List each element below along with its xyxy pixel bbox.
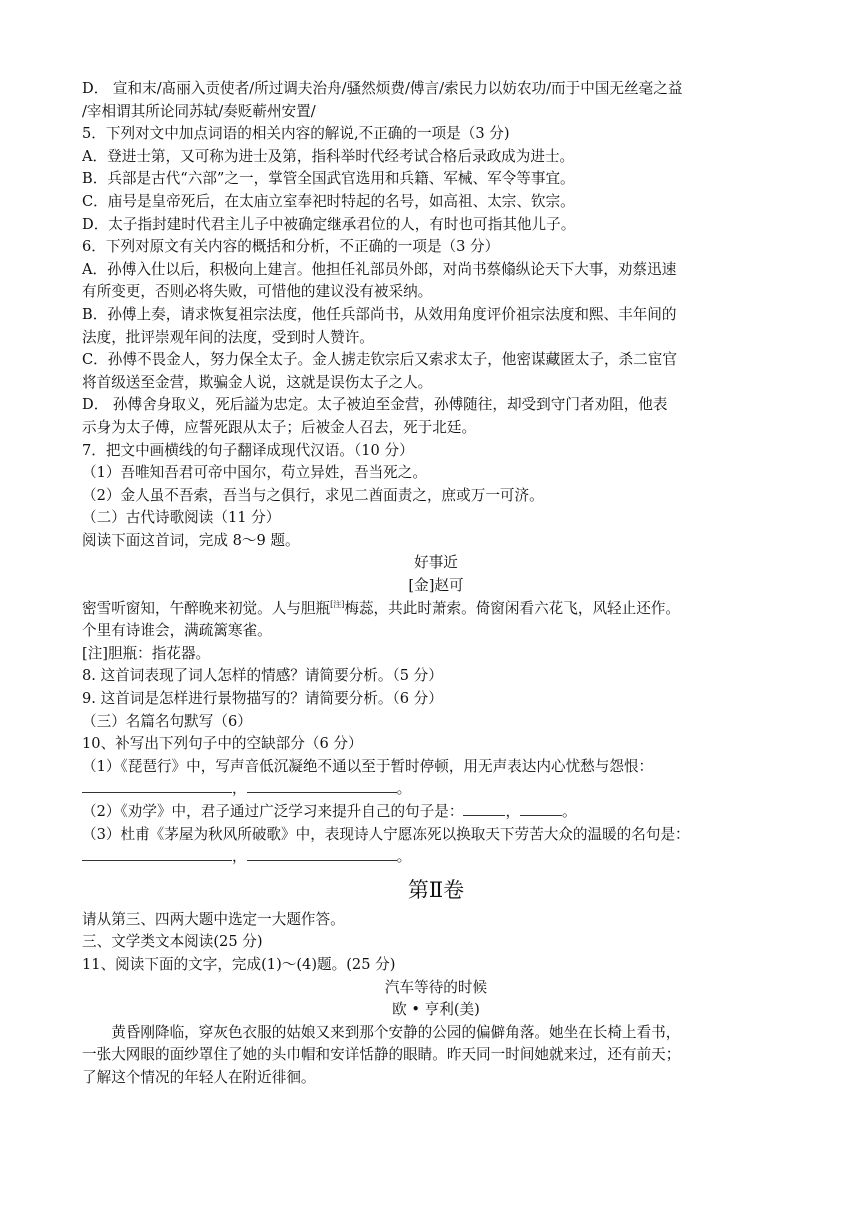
poem-text-line2: 个里有诗谁会，满疏篱寒雀。: [82, 622, 272, 640]
q7-sentence-2: （2）金人虽不吾索，吾当与之俱行，求见二酋面责之，庶或万一可济。: [82, 486, 544, 504]
answer-blank[interactable]: [82, 846, 232, 861]
poem-text-part1: 密雪听窗知，午醉晚来初觉。人与胆瓶: [82, 599, 331, 617]
poem-author: [金]赵可: [408, 577, 464, 595]
q10-part3-answer: [82, 846, 790, 869]
story-paragraph-line1: 黄昏刚降临，穿灰色衣服的姑娘又来到那个安静的公园的偏僻角落。她坐在长椅上看书，: [111, 1023, 681, 1041]
answer-blank[interactable]: [247, 778, 397, 793]
q4-option-d-line1: D． 宣和末/髙丽入贡使者/所过调夫治舟/骚然烦费/傅言/索民力以妨农功/而于中国无丝毫之益: [82, 80, 683, 97]
answer-blank[interactable]: [82, 778, 232, 793]
poetry-section-heading: （二）古代诗歌阅读（11 分）: [82, 509, 281, 527]
q10-part2: [82, 801, 790, 824]
answer-blank[interactable]: [463, 801, 505, 816]
q6-option-b-line2: 法度，批评崇观年间的法度，受到时人赞许。: [82, 328, 374, 346]
section3-heading: 三、文学类文本阅读(25 分): [82, 933, 263, 951]
q7-sentence-1: （1）吾唯知吾君可帝中国尔，苟立异姓，吾当死之。: [82, 464, 427, 482]
poem-note: [注]胆瓶：指花器。: [82, 644, 211, 662]
answer-blank[interactable]: [520, 801, 562, 816]
q10-stem: 10、补写出下列句子中的空缺部分（6 分）: [82, 735, 363, 753]
comma-separator: ，: [232, 780, 247, 798]
q9-stem: 9. 这首词是怎样进行景物描写的？请简要分析。（6 分）: [82, 690, 443, 708]
q10-part3-prompt: （3）杜甫《茅屋为秋风所破歌》中，表现诗人宁愿冻死以换取天下劳苦大众的温暖的名句是：: [82, 825, 690, 843]
poem-text-line1: [82, 598, 790, 621]
q6-option-b-line1: B．孙傅上奏，请求恢复祖宗法度，他任兵部尚书，从效用角度评价祖宗法度和熙、丰年间的: [82, 305, 677, 323]
q10-part2-prompt: （2）《劝学》中，君子通过广泛学习来提升自己的句子是：: [82, 803, 464, 820]
poem-text-part2: 梅蕊，共此时萧索。倚窗闲看六花飞，风轻止还作。: [344, 599, 681, 617]
q6-option-a-line2: 有所变更，否则必将失败，可惜他的建议没有被采纳。: [82, 283, 433, 301]
q6-option-a-line1: A．孙傅入仕以后，积极向上建言。他担任礼部员外郎，对尚书蔡翛纵论天下大事，劝蔡迅速: [82, 260, 677, 278]
dictation-section-heading: （三）名篇名句默写（6）: [82, 712, 252, 730]
period-mark: 。: [396, 780, 412, 798]
q11-stem: 11、阅读下面的文字，完成(1)～(4)题。(25 分): [82, 955, 396, 973]
poem-title: 好事近: [414, 554, 458, 572]
period-mark: 。: [562, 803, 577, 820]
q8-stem: 8. 这首词表现了词人怎样的情感？请简要分析。（5 分）: [82, 667, 443, 685]
q6-stem: 6．下列对原文有关内容的概括和分析，不正确的一项是（3 分）: [82, 238, 500, 256]
period-mark: 。: [396, 848, 412, 866]
q7-stem: 7．把文中画横线的句子翻译成现代汉语。（10 分）: [82, 441, 414, 459]
poem-note-marker: [注]: [330, 599, 345, 609]
poetry-instruction: 阅读下面这首词，完成 8～9 题。: [82, 531, 300, 549]
story-title: 汽车等待的时候: [384, 978, 488, 996]
q5-option-d: D．太子指封建时代君主儿子中被确定继承君位的人，有时也可指其他儿子。: [82, 215, 576, 233]
q5-option-a: A．登进士第，又可称为进士及第，指科举时代经考试合格后录政成为进士。: [82, 147, 575, 165]
comma-separator: ，: [232, 848, 247, 866]
q5-option-c: C．庙号是皇帝死后，在太庙立室奉祀时特起的名号，如高祖、太宗、钦宗。: [82, 192, 575, 210]
story-paragraph-line3: 了解这个情况的年轻人在附近徘徊。: [82, 1068, 316, 1086]
q6-option-c-line2: 将首级送至金营，欺骗金人说，这就是误伤太子之人。: [82, 373, 433, 391]
q6-option-d-line1: D． 孙傅舍身取义，死后謚为忠定。太子被迫至金营，孙傅随往，却受到守门者劝阻，他表: [82, 396, 668, 414]
q10-part1-answer: [82, 778, 790, 801]
q5-stem: 5．下列对文中加点词语的相关内容的解说,不正确的一项是（3 分): [82, 125, 510, 143]
story-author: 欧 • 亨利(美): [392, 1001, 480, 1019]
part2-title: 第Ⅱ卷: [407, 877, 465, 902]
q6-option-d-line2: 示身为太子傅，应誓死跟从太子；后被金人召去，死于北廷。: [82, 418, 477, 436]
q6-option-c-line1: C．孙傅不畏金人，努力保全太子。金人掳走钦宗后又索求太子，他密谋藏匿太子，杀二宦官: [82, 351, 677, 369]
q5-option-b: B．兵部是古代“六部”之一，掌管全国武官选用和兵籍、军械、军令等事宜。: [82, 170, 575, 188]
part2-instruction: 请从第三、四两大题中选定一大题作答。: [82, 910, 345, 928]
q4-option-d-line2: /宰相谓其所论同苏轼/奏贬蕲州安置/: [82, 102, 316, 120]
story-paragraph-line2: 一张大网眼的面纱罩住了她的头巾帽和安详恬静的眼睛。昨天同一时间她就来过，还有前天；: [82, 1046, 681, 1064]
comma-separator: ，: [505, 803, 521, 820]
q10-part1-prompt: （1）《琵琶行》中，写声音低沉凝绝不通以至于暂时停顿，用无声表达内心忧愁与怨恨：: [82, 757, 654, 775]
answer-blank[interactable]: [247, 846, 397, 861]
